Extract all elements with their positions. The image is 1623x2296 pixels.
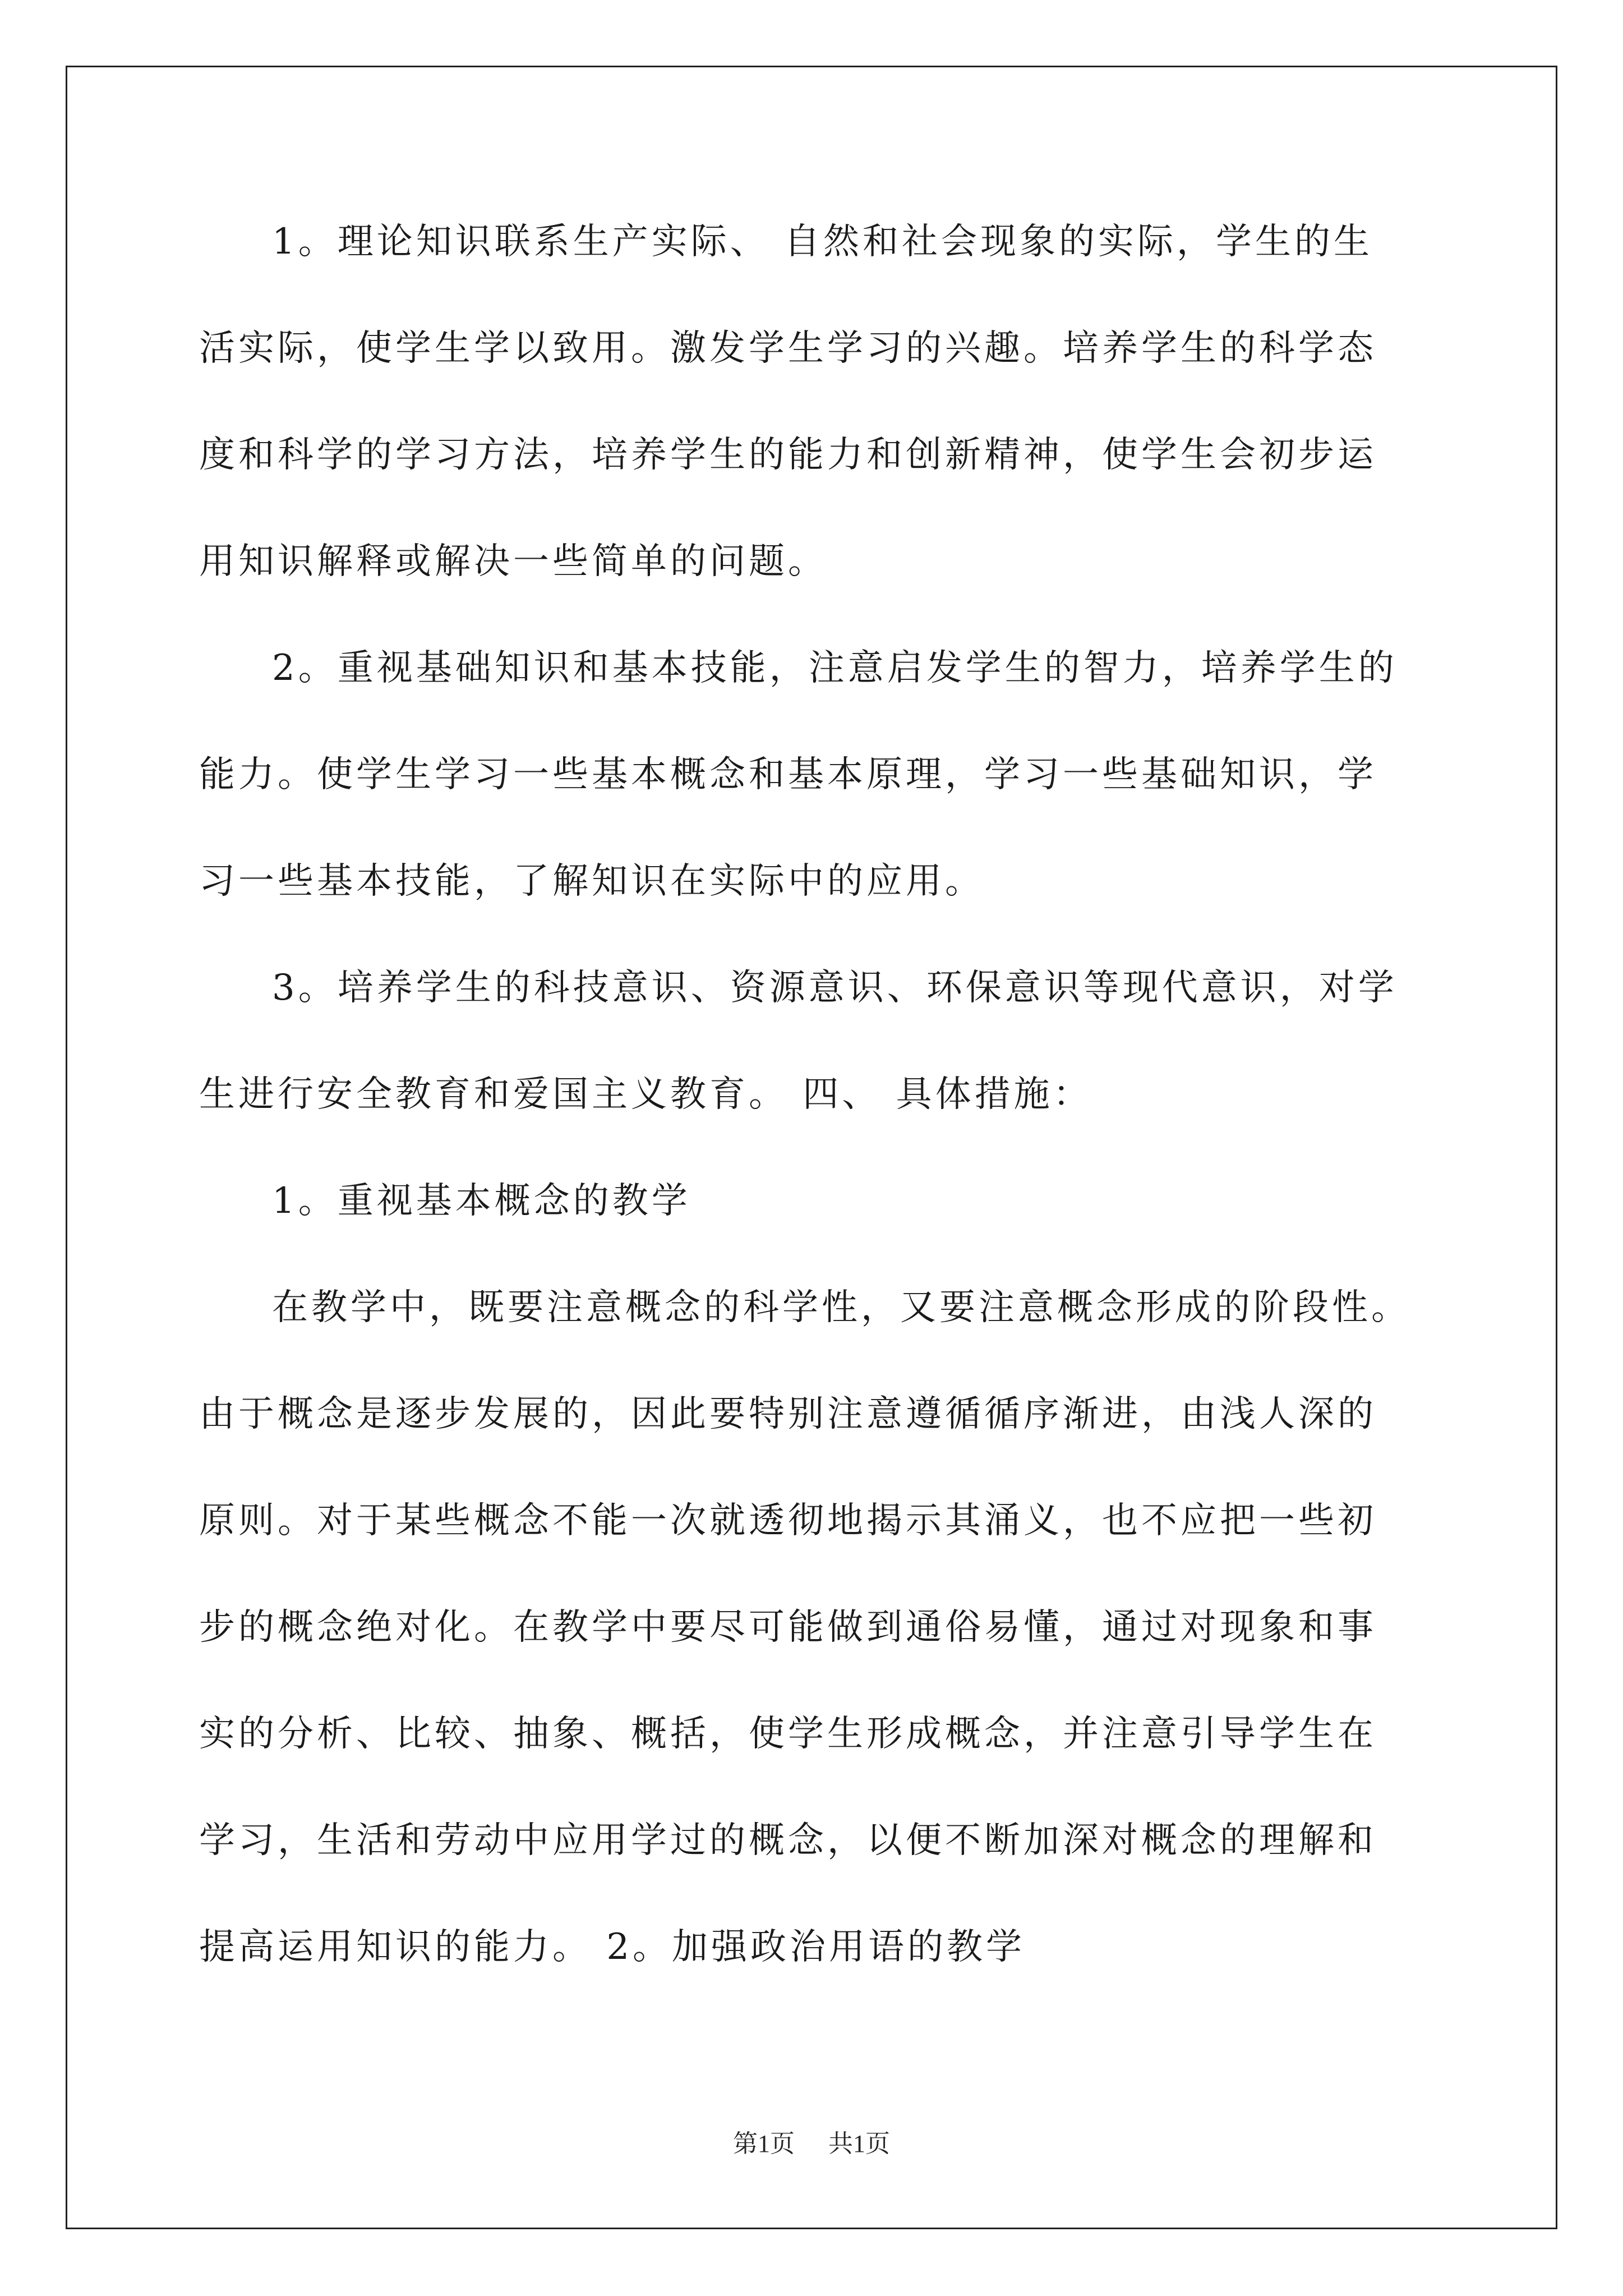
paragraph-line: 习一些基本技能，了解知识在实际中的应用。: [199, 861, 984, 902]
paragraph-line: 用知识解释或解决一些简单的问题。: [199, 541, 827, 582]
paragraph-line: 能力。使学生学习一些基本概念和基本原理，学习一些基础知识，学: [199, 754, 1377, 795]
paragraph-line: 生进行安全教育和爱国主义教育。 四、 具体措施：: [199, 1074, 1092, 1115]
paragraph-line: 1。理论知识联系生产实际、 自然和社会现象的实际，学生的生: [272, 221, 1373, 263]
paragraph-line: 度和科学的学习方法，培养学生的能力和创新精神，使学生会初步运: [199, 434, 1377, 476]
paragraph-line: 原则。对于某些概念不能一次就透彻地揭示其涌义，也不应把一些初: [199, 1500, 1377, 1542]
paragraph-line: 2。重视基础知识和基本技能，注意启发学生的智力，培养学生的: [272, 647, 1398, 689]
section-heading: 1。重视基本概念的教学: [272, 1180, 691, 1222]
paragraph-line: 3。培养学生的科技意识、资源意识、环保意识等现代意识，对学: [272, 967, 1398, 1009]
paragraph-line: 实的分析、比较、抽象、概括，使学生形成概念，并注意引导学生在: [199, 1713, 1377, 1755]
paragraph-line: 步的概念绝对化。在教学中要尽可能做到通俗易懂，通过对现象和事: [199, 1607, 1377, 1648]
paragraph-line: 提高运用知识的能力。 2。加强政治用语的教学: [199, 1926, 1026, 1968]
paragraph-line: 在教学中，既要注意概念的科学性，又要注意概念形成的阶段性。: [272, 1287, 1410, 1328]
paragraph-line: 由于概念是逐步发展的，因此要特别注意遵循循序渐进，由浅人深的: [199, 1393, 1377, 1435]
page-footer: [0, 2123, 1623, 2159]
page-total: 共1页: [828, 2130, 890, 2157]
document-body: [199, 216, 1433, 1973]
page-number: 第1页: [733, 2130, 795, 2157]
paragraph-line: 活实际，使学生学以致用。激发学生学习的兴趣。培养学生的科学态: [199, 328, 1377, 369]
paragraph-line: 学习，生活和劳动中应用学过的概念，以便不断加深对概念的理解和: [199, 1820, 1377, 1861]
